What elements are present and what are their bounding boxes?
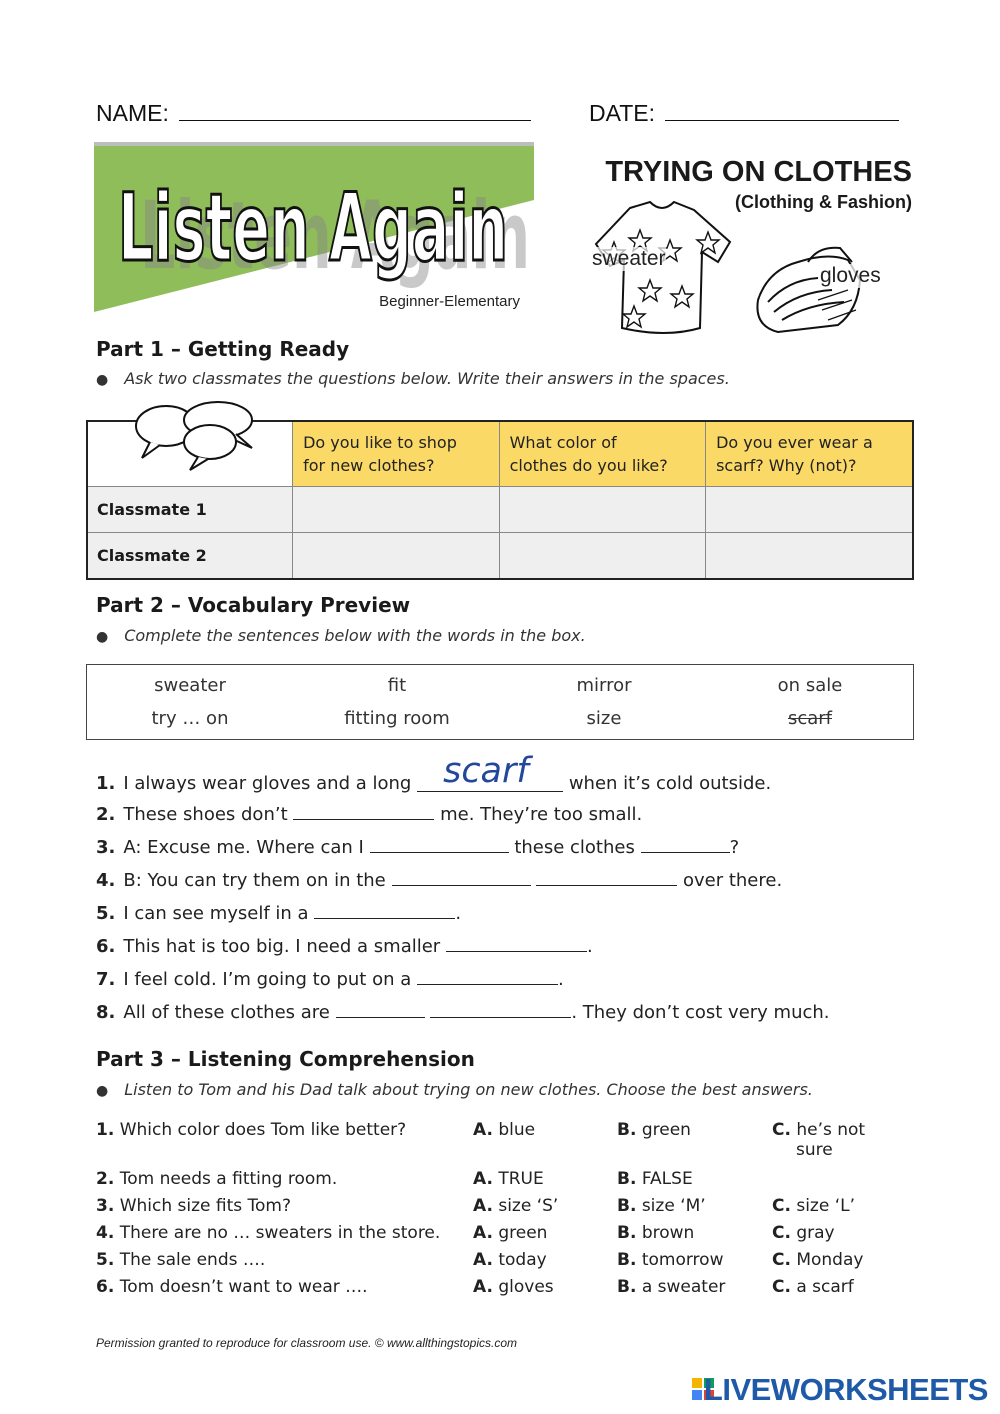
sentence-3: 3. A: Excuse me. Where can I these clothes ?: [96, 837, 740, 858]
word: fit: [387, 675, 407, 696]
bullet-icon: ●: [96, 629, 109, 645]
word: mirror: [576, 675, 632, 696]
question-1: Do you like to shop for new clothes?: [293, 421, 500, 486]
date-row: [589, 100, 899, 127]
word: try … on: [151, 708, 229, 729]
option-a[interactable]: A. blue: [473, 1120, 536, 1140]
answer-blank[interactable]: [430, 1016, 571, 1018]
sentence-5: 5. I can see myself in a .: [96, 903, 462, 924]
question-2: What color of clothes do you like?: [499, 421, 705, 486]
word: sweater: [154, 675, 226, 696]
answer-blank[interactable]: [536, 884, 677, 886]
sentence-7: 7. I feel cold. I’m going to put on a .: [96, 969, 564, 990]
gloves-label: gloves: [820, 264, 881, 287]
option-c[interactable]: C. he’s not sure: [772, 1120, 866, 1160]
sweater-label: sweater: [592, 247, 666, 270]
option-b[interactable]: B. brown: [617, 1223, 695, 1243]
level-label: Beginner-Elementary: [379, 293, 520, 310]
part2-instruction-text: Complete the sentences below with the words in the box.: [124, 626, 586, 645]
option-b[interactable]: B. a sweater: [617, 1277, 726, 1297]
option-a[interactable]: A. today: [473, 1250, 547, 1270]
part1-instruction: [96, 369, 730, 388]
name-label: NAME:: [96, 100, 169, 126]
question-text: 6. Tom doesn’t want to wear ….: [96, 1277, 368, 1297]
part1-heading: Part 1 – Getting Ready: [96, 337, 350, 361]
name-row: [96, 100, 531, 127]
question-text: 1. Which color does Tom like better?: [96, 1120, 407, 1140]
option-b[interactable]: B. tomorrow: [617, 1250, 724, 1270]
answer-cell[interactable]: [499, 486, 705, 532]
answer-blank[interactable]: [314, 917, 455, 919]
sentence-4: 4. B: You can try them on in the over there.: [96, 870, 783, 891]
logo-text: [94, 142, 95, 143]
answer-blank[interactable]: [336, 1016, 425, 1018]
option-a[interactable]: A. gloves: [473, 1277, 554, 1297]
answer-blank[interactable]: [293, 818, 434, 820]
sentence-2: 2. These shoes don’t me. They’re too small.: [96, 804, 643, 825]
answer-cell[interactable]: [499, 532, 705, 579]
liveworksheets-brand[interactable]: LIVEWORKSHEETS: [703, 1372, 988, 1407]
part2-instruction: [96, 626, 586, 645]
row-label-classmate-1: Classmate 1: [87, 486, 293, 532]
option-b[interactable]: B. green: [617, 1120, 691, 1140]
bullet-icon: ●: [96, 372, 109, 388]
answer-blank[interactable]: [392, 884, 531, 886]
answer-blank[interactable]: [370, 851, 509, 853]
name-field[interactable]: [179, 120, 531, 121]
word: fitting room: [344, 708, 450, 729]
listen-again-logo: [94, 142, 534, 312]
svg-text:Listen Again: Listen Again: [140, 182, 530, 291]
handwritten-answer: scarf: [443, 751, 529, 791]
question-3: Do you ever wear a scarf? Why (not)?: [706, 421, 913, 486]
speech-bubbles-icon: [128, 400, 268, 472]
option-a[interactable]: A. TRUE: [473, 1169, 544, 1189]
part1-instruction-text: Ask two classmates the questions below. Write their answers in the spaces.: [124, 369, 730, 388]
option-a[interactable]: A. green: [473, 1223, 548, 1243]
word: on sale: [777, 675, 843, 696]
answer-blank[interactable]: [446, 950, 587, 952]
answer-blank[interactable]: [641, 851, 730, 853]
answer-cell[interactable]: [706, 486, 913, 532]
bullet-icon: ●: [96, 1083, 109, 1099]
answer-blank[interactable]: [417, 983, 558, 985]
page-subtitle: (Clothing & Fashion): [735, 192, 912, 212]
word-crossed-out: scarf: [787, 708, 833, 729]
answer-cell[interactable]: [293, 486, 500, 532]
date-label: DATE:: [589, 100, 656, 126]
sentence-1: 1. I always wear gloves and a long scarf when it’s cold outside.: [96, 751, 772, 794]
question-text: 5. The sale ends ….: [96, 1250, 266, 1270]
sentence-8: 8. All of these clothes are . They don’t cost very much.: [96, 1002, 830, 1023]
part3-heading: Part 3 – Listening Comprehension: [96, 1047, 475, 1071]
svg-text:Listen Again: Listen Again: [118, 174, 508, 283]
answer-blank[interactable]: [417, 751, 563, 792]
part2-heading: Part 2 – Vocabulary Preview: [96, 593, 411, 617]
logo-graphic: [94, 142, 534, 312]
part3-instruction-text: Listen to Tom and his Dad talk about trying on new clothes. Choose the best answers.: [124, 1080, 813, 1099]
answer-cell[interactable]: [293, 532, 500, 579]
question-text: 2. Tom needs a fitting room.: [96, 1169, 338, 1189]
question-text: 4. There are no … sweaters in the store.: [96, 1223, 441, 1243]
answer-cell[interactable]: [706, 532, 913, 579]
question-text: 3. Which size fits Tom?: [96, 1196, 292, 1216]
word-box: [86, 664, 914, 740]
option-a[interactable]: A. size ‘S’: [473, 1196, 559, 1216]
option-b[interactable]: B. size ‘M’: [617, 1196, 706, 1216]
option-c[interactable]: C. Monday: [772, 1250, 864, 1270]
date-field[interactable]: [665, 120, 899, 121]
option-c[interactable]: C. size ‘L’: [772, 1196, 855, 1216]
sentence-6: 6. This hat is too big. I need a smaller .: [96, 936, 593, 957]
page-title: TRYING ON CLOTHES: [605, 156, 912, 188]
option-c[interactable]: C. a scarf: [772, 1277, 854, 1297]
row-label-classmate-2: Classmate 2: [87, 532, 293, 579]
word: size: [586, 708, 622, 729]
option-b[interactable]: B. FALSE: [617, 1169, 693, 1189]
option-c[interactable]: C. gray: [772, 1223, 835, 1243]
permission-note: Permission granted to reproduce for classroom use. © www.allthingstopics.com: [96, 1336, 518, 1350]
part3-instruction: [96, 1080, 813, 1099]
